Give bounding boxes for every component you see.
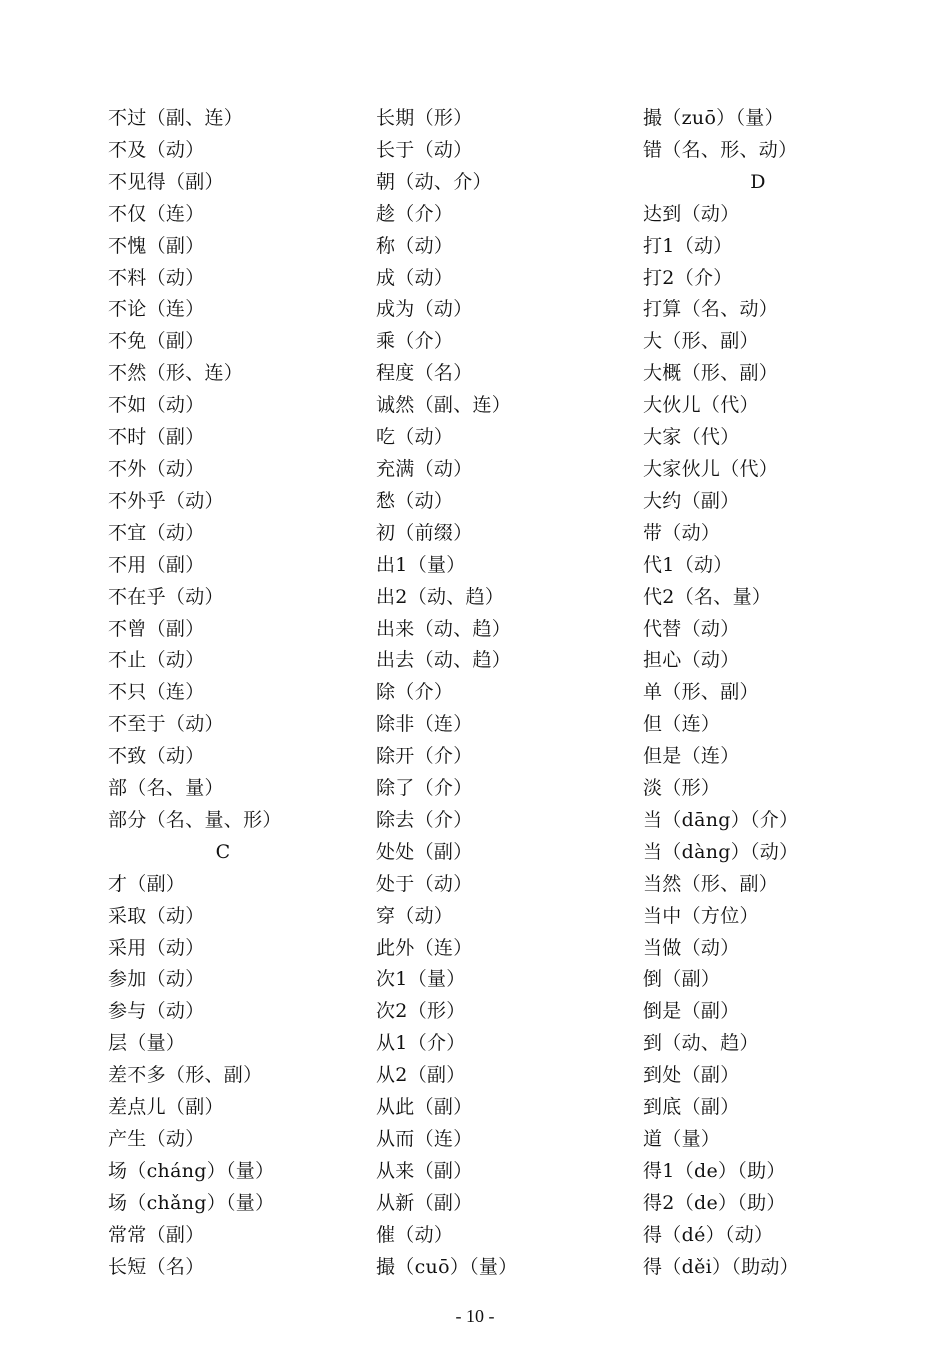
word-entry: 不曾（副）: [108, 617, 205, 640]
word-entry: 称（动）: [376, 234, 454, 257]
word-entry: 除开（介）: [376, 745, 473, 768]
word-entry: 从新（副）: [376, 1191, 473, 1214]
word-entry: 趁（介）: [376, 202, 454, 225]
word-entry: 到底（副）: [643, 1096, 740, 1119]
word-entry: 单（形、副）: [643, 681, 759, 704]
word-entry: 大约（副）: [643, 489, 740, 512]
word-entry: 代1（动）: [643, 553, 733, 576]
word-entry: 长期（形）: [376, 107, 473, 129]
word-entry: 层（量）: [108, 1032, 186, 1055]
section-letter-heading: C: [215, 840, 231, 863]
word-entry: 不在乎（动）: [108, 585, 224, 608]
word-entry: 错（名、形、动）: [643, 138, 798, 161]
word-entry: 不免（副）: [108, 330, 205, 353]
word-entry: 不然（形、连）: [108, 362, 244, 385]
word-entry: 乘（介）: [376, 330, 454, 353]
word-entry: 打2（介）: [643, 266, 733, 289]
word-entry: 参加（动）: [108, 968, 205, 991]
word-entry: 差不多（形、副）: [108, 1064, 263, 1087]
word-entry: 程度（名）: [376, 362, 473, 385]
word-entry: 大概（形、副）: [643, 362, 779, 385]
word-entry: 打1（动）: [643, 234, 733, 257]
word-entry: 不外（动）: [108, 457, 205, 480]
word-entry: 不至于（动）: [108, 713, 224, 736]
word-entry: 参与（动）: [108, 1000, 205, 1023]
word-entry: 常常（副）: [108, 1223, 205, 1246]
word-entry: 撮（zuō）（量）: [643, 107, 784, 129]
word-entry: 场（chǎng）（量）: [108, 1191, 275, 1214]
word-entry: 大家伙儿（代）: [643, 457, 779, 480]
word-entry: 到（动、趋）: [643, 1032, 759, 1055]
word-entry: 不料（动）: [108, 266, 205, 289]
word-entry: 诚然（副、连）: [376, 394, 512, 417]
word-entry: 长于（动）: [376, 138, 473, 161]
word-entry: 得（děi）（助动）: [643, 1255, 799, 1278]
word-entry: 不过（副、连）: [108, 107, 244, 129]
word-entry: 大家（代）: [643, 426, 740, 449]
word-entry: 充满（动）: [376, 457, 473, 480]
word-entry: 道（量）: [643, 1128, 721, 1150]
word-entry: 从2（副）: [376, 1064, 466, 1087]
word-entry: 不只（连）: [108, 681, 205, 704]
section-letter-heading: D: [750, 170, 766, 193]
word-entry: 不致（动）: [108, 745, 205, 768]
word-entry: 不用（副）: [108, 553, 205, 576]
word-entry: 出去（动、趋）: [376, 649, 512, 672]
word-entry: 成为（动）: [376, 298, 473, 321]
word-entry: 催（动）: [376, 1223, 454, 1246]
word-entry: 从此（副）: [376, 1096, 473, 1119]
word-entry: 不见得（副）: [108, 170, 224, 193]
word-entry: 代2（名、量）: [643, 585, 772, 608]
word-entry: 倒（副）: [643, 968, 721, 991]
word-entry: 大（形、副）: [643, 330, 759, 353]
word-entry: 除非（连）: [376, 713, 473, 736]
word-entry: 带（动）: [643, 521, 721, 544]
word-entry: 部分（名、量、形）: [108, 808, 282, 831]
word-entry: 愁（动）: [376, 489, 454, 512]
word-entry: 不宜（动）: [108, 521, 205, 544]
word-entry: 部（名、量）: [108, 777, 224, 800]
word-entry: 长短（名）: [108, 1255, 205, 1278]
word-entry: 穿（动）: [376, 904, 454, 927]
word-entry: 代替（动）: [643, 617, 740, 640]
word-entry: 不如（动）: [108, 394, 205, 417]
word-entry: 不时（副）: [108, 426, 205, 449]
word-entry: 出2（动、趋）: [376, 585, 505, 608]
word-entry: 出1（量）: [376, 553, 466, 576]
word-entry: 出来（动、趋）: [376, 617, 512, 640]
word-entry: 当（dāng）（介）: [643, 808, 799, 831]
word-entry: 达到（动）: [643, 202, 740, 225]
word-entry: 担心（动）: [643, 649, 740, 672]
word-entry: 从1（介）: [376, 1032, 466, 1055]
word-entry: 成（动）: [376, 266, 454, 289]
word-entry: 此外（连）: [376, 936, 473, 959]
word-entry: 当做（动）: [643, 936, 740, 959]
word-entry: 除了（介）: [376, 777, 473, 800]
word-entry: 不及（动）: [108, 138, 205, 161]
word-entry: 初（前缀）: [376, 521, 473, 544]
word-entry: 从来（副）: [376, 1159, 473, 1182]
column-2: [376, 103, 616, 1284]
word-entry: 大伙儿（代）: [643, 394, 759, 417]
word-entry: 处于（动）: [376, 872, 473, 895]
column-3: [643, 103, 883, 1284]
word-entry: 次2（形）: [376, 1000, 466, 1023]
word-entry: 得（dé）（动）: [643, 1223, 774, 1246]
word-entry: 但（连）: [643, 713, 721, 736]
word-entry: 得2（de）（助）: [643, 1191, 786, 1214]
word-entry: 当然（形、副）: [643, 872, 779, 895]
word-entry: 当中（方位）: [643, 904, 759, 927]
word-entry: 打算（名、动）: [643, 298, 779, 321]
word-entry: 不愧（副）: [108, 234, 205, 257]
word-entry: 除（介）: [376, 681, 454, 704]
word-entry: 朝（动、介）: [376, 170, 492, 193]
word-entry: 淡（形）: [643, 777, 721, 800]
word-entry: 处处（副）: [376, 840, 473, 863]
word-entry: 当（dàng）（动）: [643, 840, 799, 863]
word-entry: 到处（副）: [643, 1064, 740, 1087]
word-entry: 不外乎（动）: [108, 489, 224, 512]
word-entry: 不仅（连）: [108, 202, 205, 225]
word-entry: 不止（动）: [108, 649, 205, 672]
word-entry: 不论（连）: [108, 298, 205, 321]
word-entry: 但是（连）: [643, 745, 740, 768]
column-1: [108, 103, 348, 1284]
word-entry: 倒是（副）: [643, 1000, 740, 1023]
word-entry: 撮（cuō）（量）: [376, 1255, 518, 1278]
word-entry: 次1（量）: [376, 968, 466, 991]
word-entry: 产生（动）: [108, 1128, 205, 1150]
word-entry: 场（cháng）（量）: [108, 1159, 275, 1182]
word-entry: 从而（连）: [376, 1128, 473, 1150]
word-entry: 吃（动）: [376, 426, 454, 449]
word-entry: 采取（动）: [108, 904, 205, 927]
word-entry: 得1（de）（助）: [643, 1159, 786, 1182]
word-entry: 差点儿（副）: [108, 1096, 224, 1119]
word-entry: 才（副）: [108, 872, 186, 895]
word-entry: 除去（介）: [376, 808, 473, 831]
word-entry: 采用（动）: [108, 936, 205, 959]
page-number: - 10 -: [455, 1306, 495, 1326]
